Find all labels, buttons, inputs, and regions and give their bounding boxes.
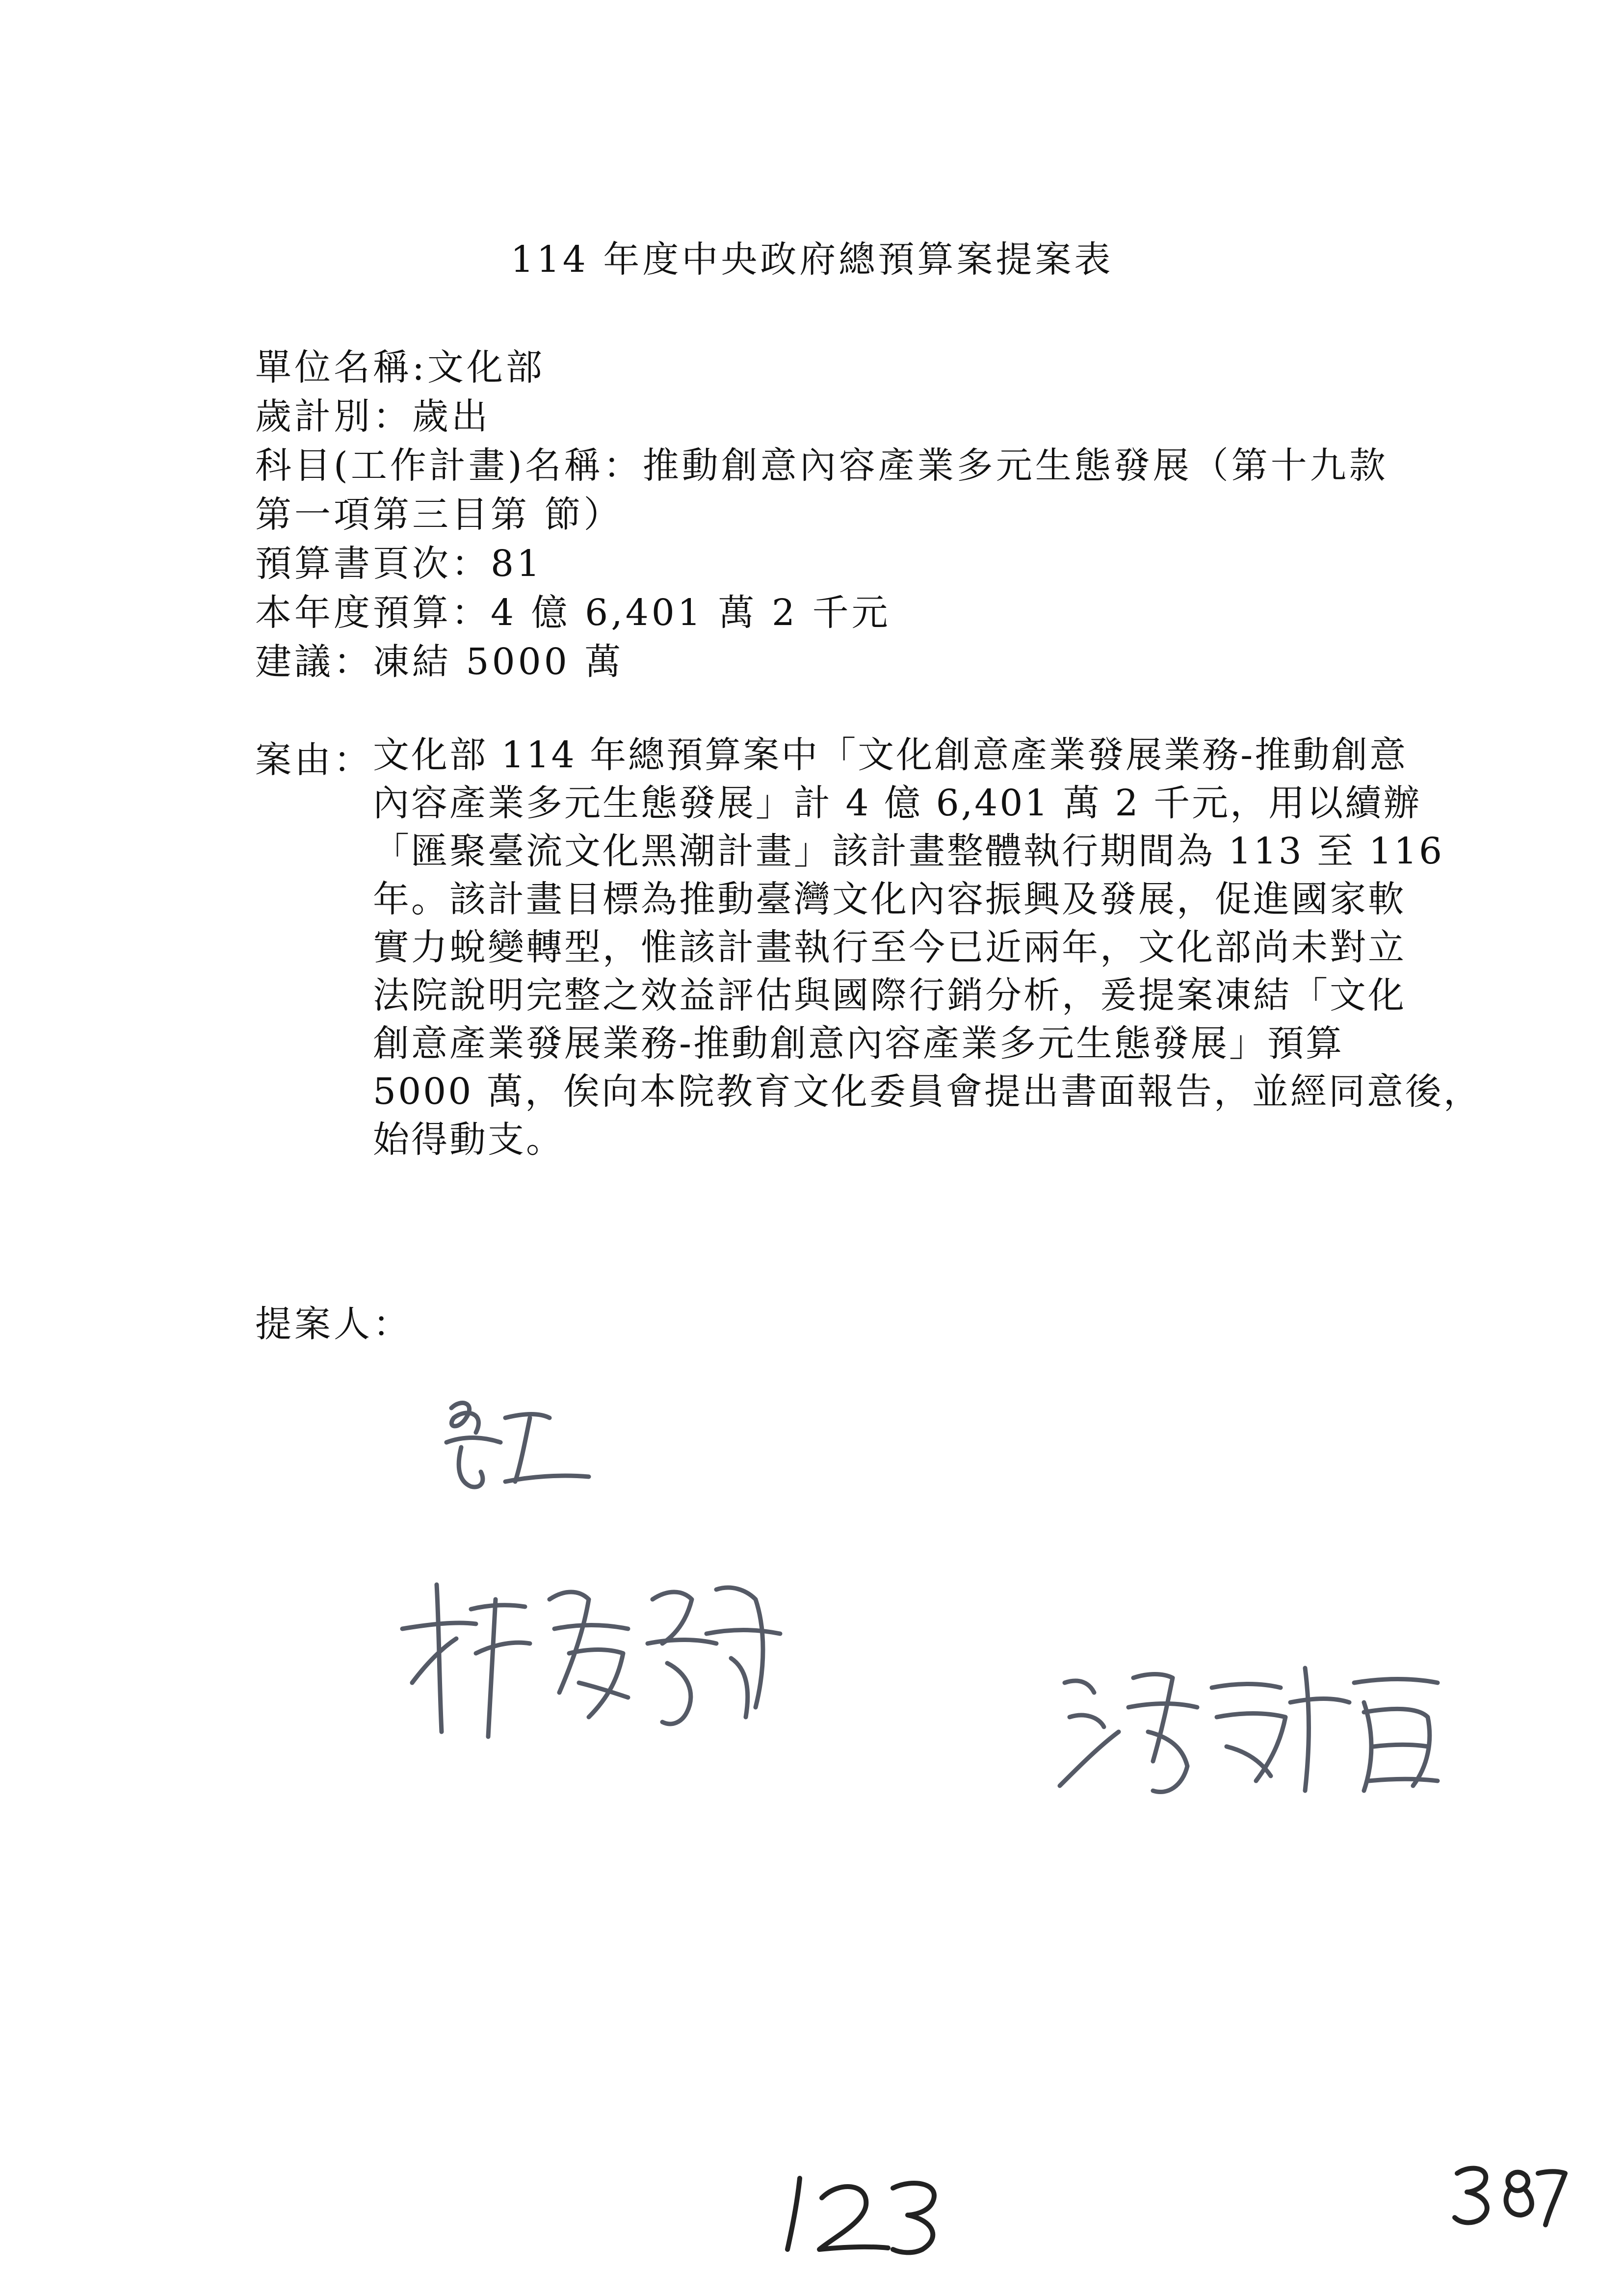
subject-field-line-1: 科目(工作計畫)名稱：推動創意內容產業多元生態發展（第十九款 <box>255 444 1388 487</box>
reason-label: 案由： <box>255 739 373 781</box>
page-title: 114 年度中央政府總預算案提案表 <box>510 238 1114 281</box>
proposer-label: 提案人： <box>255 1303 412 1345</box>
reason-line: 始得動支。 <box>373 1119 564 1161</box>
reason-line: 5000 萬，俟向本院教育文化委員會提出書面報告，並經同意後， <box>373 1070 1482 1113</box>
reason-line: 創意產業發展業務-推動創意內容產業多元生態發展」預算 <box>373 1022 1344 1065</box>
reason-line: 年。該計畫目標為推動臺灣文化內容振興及發展，促進國家軟 <box>373 878 1406 920</box>
reason-body <box>373 731 1482 1164</box>
signature-1 <box>432 1388 599 1506</box>
budget-page-field: 預算書頁次：81 <box>255 543 543 585</box>
reason-line: 法院說明完整之效益評估與國際行銷分析，爰提案凍結「文化 <box>373 974 1406 1017</box>
account-type-field: 歲計別：歲出 <box>255 395 491 438</box>
reason-line: 文化部 114 年總預算案中「文化創意產業發展業務-推動創意 <box>373 734 1408 776</box>
recommendation-field: 建議：凍結 5000 萬 <box>255 641 624 683</box>
reason-line: 實力蛻變轉型，惟該計畫執行至今已近兩年，文化部尚未對立 <box>373 926 1406 968</box>
reason-line: 「匯聚臺流文化黑潮計畫」該計畫整體執行期間為 113 至 116 <box>373 830 1444 872</box>
handwritten-page-number <box>1447 2159 1570 2227</box>
unit-name-field: 單位名稱:文化部 <box>255 346 545 389</box>
reason-line: 內容產業多元生態發展」計 4 億 6,401 萬 2 千元，用以續辦 <box>373 782 1422 824</box>
signature-2 <box>393 1570 805 1747</box>
handwritten-sequence-number <box>775 2168 952 2257</box>
signature-3 <box>1050 1648 1452 1810</box>
budget-amount-field: 本年度預算：4 億 6,401 萬 2 千元 <box>255 592 891 634</box>
subject-field-line-2: 第一項第三目第 節） <box>255 494 623 536</box>
